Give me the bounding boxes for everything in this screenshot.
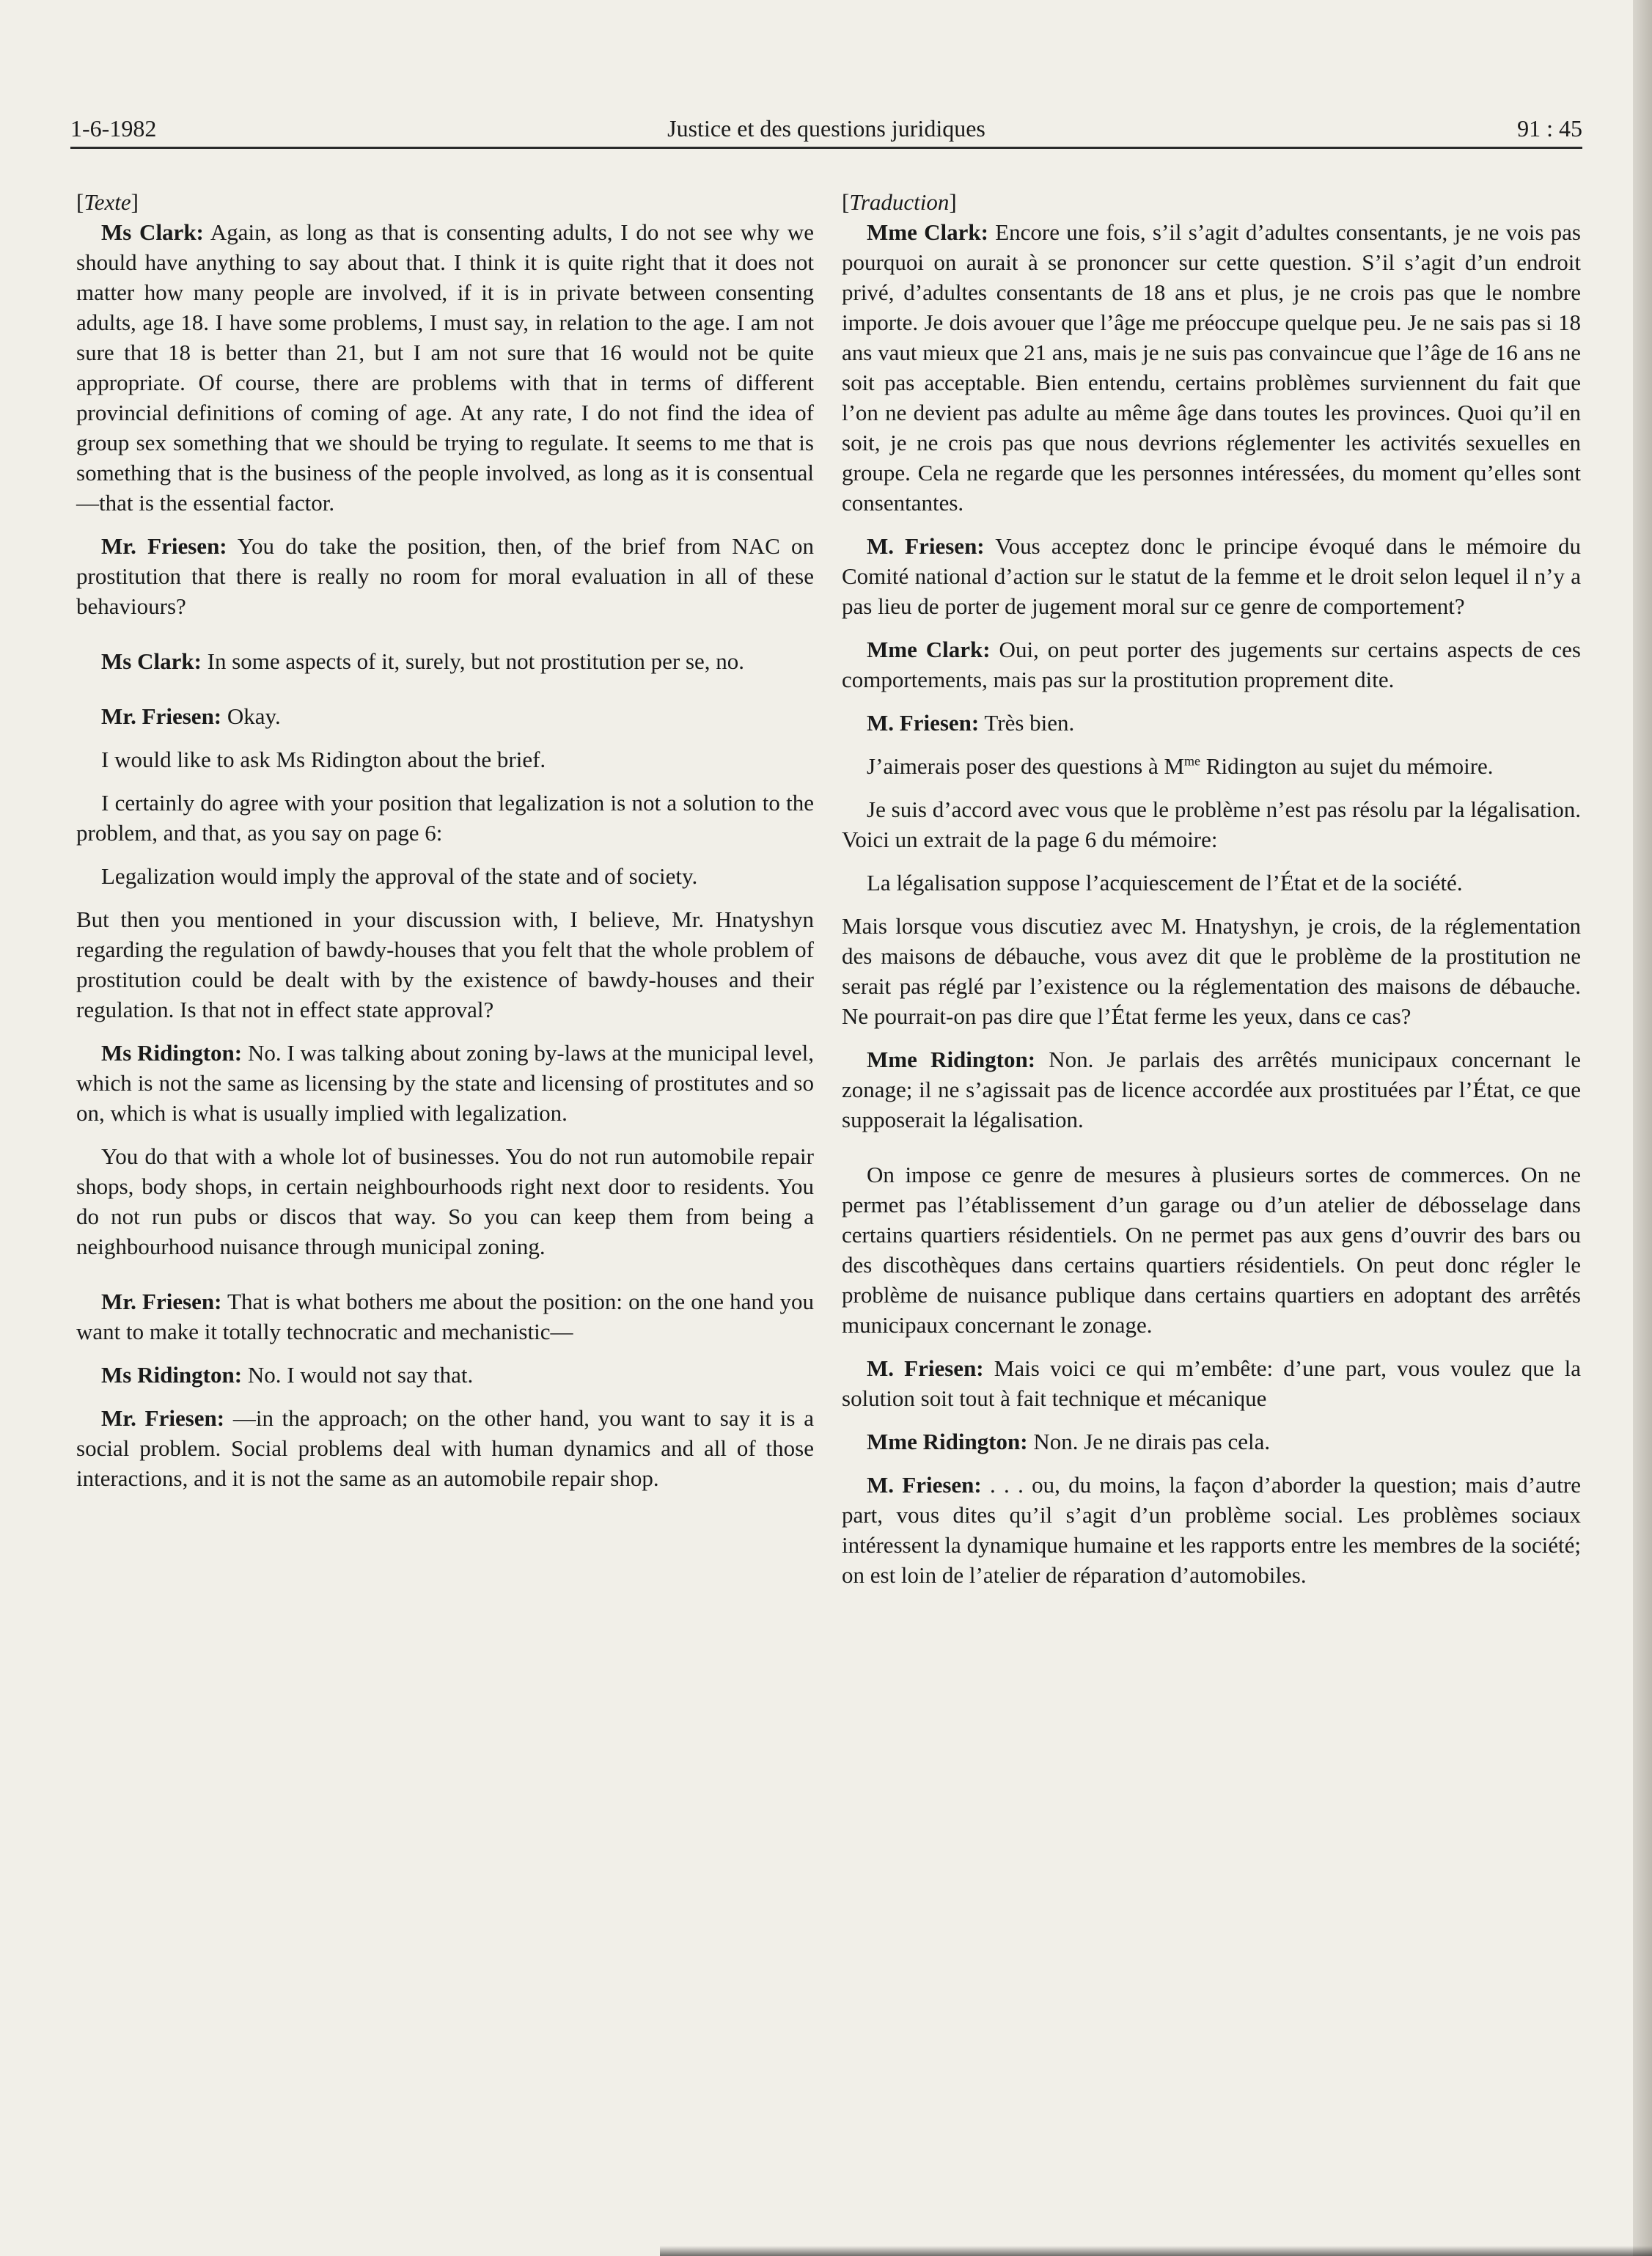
- scan-shadow: [660, 2246, 1652, 2256]
- speaker-name: Mr. Friesen:: [101, 1405, 225, 1431]
- speaker-name: M. Friesen:: [867, 710, 980, 736]
- speech-paragraph: But then you mentioned in your discussion with, I believe, Mr. Hnatyshyn regarding the regulation of bawdy-houses that you felt that the whole problem of prostitution could be dealt with by the existence of bawdy-houses and their regulation. Is that not in effect state approval?: [76, 907, 814, 1022]
- speech-text: Oui, on peut porter des jugements sur certains aspects de ces comportements, mais pas sur la prostitution proprement dite.: [842, 637, 1581, 692]
- speech-text: In some aspects of it, surely, but not prostitution per se, no.: [201, 648, 745, 674]
- speech-paragraph: [842, 1470, 1581, 1590]
- speech-paragraph: [842, 1427, 1581, 1457]
- language-label: [Traduction]: [842, 189, 957, 215]
- speaker-name: Mme Clark:: [867, 219, 988, 245]
- speaker-name: Ms Ridington:: [101, 1040, 243, 1066]
- french-column: [842, 187, 1581, 1590]
- speech-text: Non. Je parlais des arrêtés municipaux concernant le zonage; il ne s’agissait pas de licence accordée aux prostituées par l’État, ce que supposerait la légalisation.: [842, 1047, 1582, 1132]
- speaker-name: M. Friesen:: [867, 1472, 982, 1498]
- speech-paragraph: You do that with a whole lot of businesses. You do not run automobile repair shops, body shops, in certain neighbourhoods right next door to residents. You do not run pubs or discos that way. So you can keep them from being a neighbourhood nuisance through municipal zoning.: [76, 1143, 814, 1259]
- speaker-name: Mme Ridington:: [867, 1047, 1036, 1072]
- speech-paragraph: [842, 531, 1581, 621]
- speech-text: Mais voici ce qui m’embête: d’une part, vous voulez que la solution soit tout à fait technique et mécanique: [842, 1355, 1581, 1411]
- speaker-name: Mme Ridington:: [867, 1429, 1028, 1454]
- speaker-name: Mr. Friesen:: [101, 1289, 222, 1314]
- speaker-name: Ms Clark:: [101, 219, 204, 245]
- speech-text: You do take the position, then, of the brief from NAC on prostitution that there is really no room for moral evaluation in all of these behaviours?: [76, 533, 814, 619]
- language-label-text: Traduction: [849, 189, 950, 215]
- speaker-name: Mme Clark:: [867, 637, 991, 662]
- speech-paragraph: Mais lorsque vous discutiez avec M. Hnatyshyn, je crois, de la réglementation des maisons de débauche, vous avez dit que le problème de la prostitution ne serait pas réglé par l’existence ou la réglementation des maisons de débauche. Ne pourrait-on pas dire que l’État ferme les yeux, dans ce cas?: [842, 913, 1581, 1029]
- speech-paragraph: I would like to ask Ms Ridington about the brief.: [101, 747, 546, 772]
- header-date: 1-6-1982: [70, 115, 157, 142]
- speech-text: No. I was talking about zoning by-laws at the municipal level, which is not the same as licensing by the state and licensing of prostitutes and so on, which is what is usually implied with legalization.: [76, 1040, 814, 1126]
- speech-paragraph: [76, 531, 814, 621]
- speech-text: Très bien.: [979, 710, 1075, 736]
- speech-paragraph: [76, 1038, 814, 1128]
- block-quote: La légalisation suppose l’acquiescement de l’État et de la société.: [867, 870, 1463, 896]
- speech-paragraph: [842, 1353, 1581, 1413]
- speech-paragraph: Je suis d’accord avec vous que le problème n’est pas résolu par la légalisation. Voici un extrait de la page 6 du mémoire:: [842, 796, 1581, 852]
- speech-text: Okay.: [221, 703, 281, 729]
- speech-text: Encore une fois, s’il s’agit d’adultes consentants, je ne vois pas pourquoi on aurait à se prononcer sur cette question. S’il s’agit d’un endroit privé, d’adultes consentants de 18 ans et plus, je ne crois pas que le nombre importe. Je dois avouer que l’âge me préoccupe quelque peu. Je ne sais pas si 18 ans vaut mieux que 21 ans, mais je ne suis pas convaincue que l’âge de 16 ans ne soit pas acceptable. Bien entendu, certains problèmes surviennent du fait que l’on ne devient pas adulte au même âge dans toutes les provinces. Quoi qu’il en soit, je ne crois pas que nous devrions réglementer les activités sexuelles en groupe. Cela ne regarde que les personnes intéressées, du moment qu’elles sont consentantes.: [842, 219, 1581, 516]
- speaker-name: M. Friesen:: [867, 1355, 984, 1381]
- speech-text: No. I would not say that.: [242, 1362, 474, 1388]
- language-label-text: Texte: [84, 189, 131, 215]
- english-column: [76, 187, 814, 1493]
- speaker-name: Ms Clark:: [101, 648, 202, 674]
- speech-text: Again, as long as that is consenting adults, I do not see why we should have anything to say about that. I think it is quite right that it does not matter how many people are involved, if it is in private between consenting adults, age 18. I have some problems, I must say, in relation to the age. I am not sure that 18 is better than 21, but I am not sure that 16 would not be quite appropriate. Of course, there are problems with that in terms of different provincial definitions of coming of age. At any rate, I do not find the idea of group sex something that we should be trying to regulate. It seems to me that is something that is the business of the people involved, as long as it is consentual—that is the essential factor.: [76, 219, 814, 516]
- speech-text: That is what bothers me about the position: on the one hand you want to make it totally technocratic and mechanistic—: [76, 1289, 814, 1344]
- speech-paragraph: [842, 708, 1581, 738]
- block-quote: Legalization would imply the approval of the state and of society.: [101, 863, 698, 889]
- speech-paragraph: [76, 217, 814, 518]
- speech-paragraph: [76, 1360, 814, 1390]
- speech-paragraph: I certainly do agree with your position that legalization is not a solution to the problem, and that, as you say on page 6:: [76, 790, 814, 846]
- speaker-name: M. Friesen:: [867, 533, 985, 559]
- speech-paragraph: [76, 1286, 814, 1347]
- page-header: [70, 103, 1582, 149]
- speech-paragraph: J’aimerais poser des questions à $M^{me}$ Ridington au sujet du mémoire.: [867, 753, 1494, 779]
- speech-text: —in the approach; on the other hand, you want to say it is a social problem. Social problems deal with human dynamics and all of those interactions, and it is not the same as an automobile repair shop.: [76, 1405, 814, 1491]
- speech-paragraph: [842, 217, 1581, 518]
- speaker-name: Mr. Friesen:: [101, 533, 227, 559]
- speech-paragraph: On impose ce genre de mesures à plusieurs sortes de commerces. On ne permet pas l’établissement d’un garage ou d’un atelier de débosselage dans certains quartiers résidentiels. On ne permet pas aux gens d’ouvrir des bars ou des discothèques dans certains quartiers résidentiels. On peut donc régler le problème de nuisance publique dans certains quartiers en adoptant des arrêtés municipaux concernant le zonage.: [842, 1162, 1581, 1338]
- speech-paragraph: [76, 646, 814, 676]
- speech-text: . . . ou, du moins, la façon d’aborder la question; mais d’autre part, vous dites qu’il s’agit d’un problème social. Les problèmes sociaux intéressent la dynamique humaine et les rapports entre les membres de la société; on est loin de l’atelier de réparation d’automobiles.: [842, 1472, 1581, 1588]
- speech-paragraph: [842, 634, 1581, 695]
- speaker-name: Ms Ridington:: [101, 1362, 243, 1388]
- speaker-name: Mr. Friesen:: [101, 703, 222, 729]
- header-title: Justice et des questions juridiques: [667, 115, 985, 142]
- header-page-number: 91 : 45: [1517, 115, 1582, 142]
- speech-text: Non. Je ne dirais pas cela.: [1027, 1429, 1271, 1454]
- page-edge: [1633, 0, 1652, 2256]
- speech-paragraph: [842, 1044, 1581, 1135]
- language-label: [Texte]: [76, 189, 139, 215]
- speech-text: Vous acceptez donc le principe évoqué dans le mémoire du Comité national d’action sur le statut de la femme et le droit selon lequel il n’y a pas lieu de porter de jugement moral sur ce genre de comportement?: [842, 533, 1582, 619]
- speech-paragraph: [76, 701, 814, 731]
- speech-paragraph: [76, 1403, 814, 1493]
